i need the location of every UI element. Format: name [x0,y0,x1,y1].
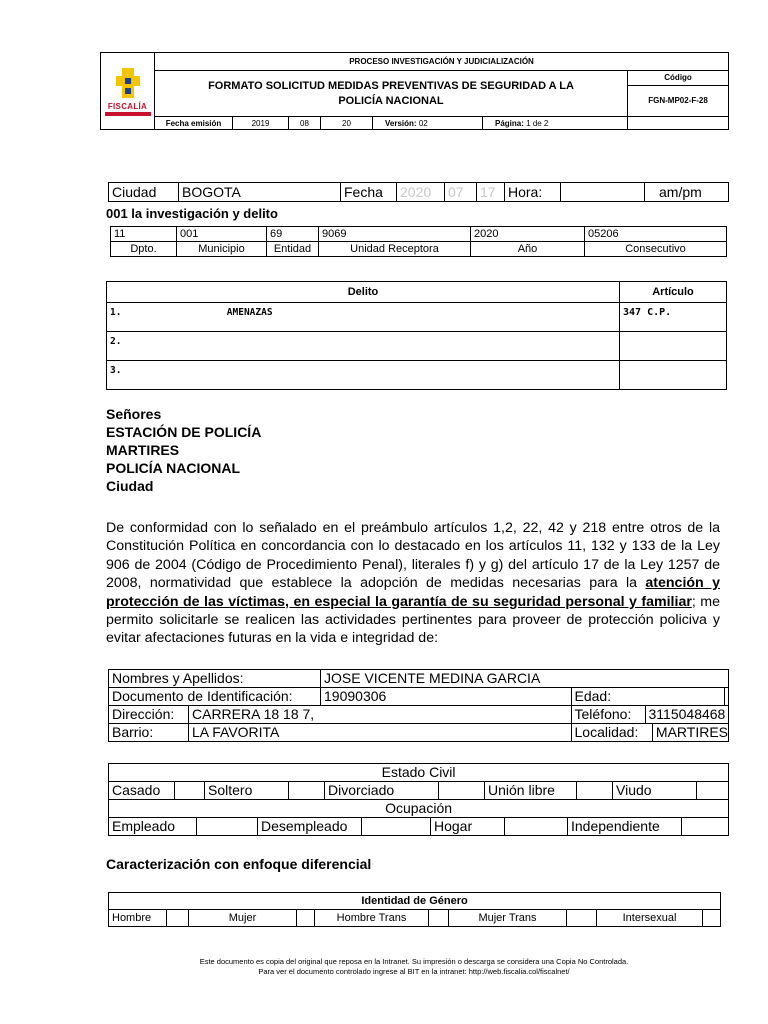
logo-text: FISCALÍA [107,102,148,111]
investigacion-table [110,226,727,257]
divorciado-label: Divorciado [325,782,439,800]
dpto-label: Dpto. [111,242,177,257]
union-libre-checkbox[interactable] [577,782,613,800]
paragraph-text-2: ; me permito solicitarle se realicen las actividades pertinentes para proveer de protección policiva y evitar afectaciones futuras en la vida e integridad de: [106,593,720,647]
casado-label: Casado [109,782,175,800]
unidad-receptora-label: Unidad Receptora [319,242,471,257]
delito-row-2[interactable] [107,332,620,361]
addressee-station: ESTACIÓN DE POLICÍA [106,424,262,440]
empleado-label: Empleado [112,818,176,834]
form-title-line2: POLICÍA NACIONAL [338,94,444,107]
barrio-field[interactable]: LA FAVORITA [189,724,571,742]
casado-checkbox[interactable] [175,782,205,800]
entidad-label: Entidad [267,242,319,257]
consecutivo-label: Consecutivo [585,242,727,257]
paragraph-text-1: De conformidad con lo señalado en el preámbulo artículos 1,2, 22, 42 y 218 entre otros de la Constitución Política en concordancia con lo destacado en los artículos 11, 132 y 133 de la Ley 906 de 2004 (Código de Procedimiento Penal), literales f) y g) del artículo 17 de la Ley 1257 de 2008, normatividad que establece la adopción de medidas necesarias para la [106,520,720,592]
mujer-label: Mujer [189,910,297,927]
hora-label: Hora: [505,183,561,202]
mujer-trans-label: Mujer Trans [449,910,567,927]
mujer-trans-checkbox[interactable] [567,910,597,927]
mujer-checkbox[interactable] [297,910,315,927]
empleado-checkbox[interactable] [196,818,257,835]
delito-header: Delito [107,282,620,303]
delito-row-3[interactable] [107,361,620,390]
anio-field[interactable]: 2020 [471,227,585,242]
person-table [108,669,729,742]
emision-day: 20 [321,117,373,130]
hombre-trans-checkbox[interactable] [429,910,449,927]
articulo-row-2[interactable] [620,332,727,361]
form-title [155,71,628,117]
municipio-label: Municipio [177,242,267,257]
delito-table [106,281,727,390]
fiscalia-logo-icon [113,66,143,100]
city-date-row [108,182,729,202]
nombres-field[interactable]: JOSE VICENTE MEDINA GARCIA [321,670,729,688]
direccion-field[interactable]: CARRERA 18 18 7, [189,706,571,724]
fecha-month-field[interactable]: 07 [445,183,477,202]
ampm-label: am/pm [645,183,729,202]
version-value: 02 [418,118,428,128]
header-empty-cell [628,117,729,130]
edad-label: Edad: [571,688,725,705]
footer-line-2: Para ver el documento controlado ingrese al BIT en la intranet: http://web.fiscalia.col/fiscalnet/ [258,967,570,976]
independiente-checkbox[interactable] [681,818,728,835]
delito-row-1-name: AMENAZAS [226,307,273,318]
telefono-field[interactable]: 3115048468 [645,706,729,723]
logo-subtext-bar [105,112,151,116]
estado-civil-header: Estado Civil [109,764,729,782]
addressee-institution: POLICÍA NACIONAL [106,460,241,476]
soltero-checkbox[interactable] [289,782,325,800]
identidad-genero-header: Identidad de Género [109,893,721,910]
localidad-field[interactable]: MARTIRES [652,724,728,741]
desempleado-checkbox[interactable] [361,818,430,835]
union-libre-label: Unión libre [485,782,577,800]
hombre-trans-label: Hombre Trans [315,910,429,927]
dpto-field[interactable]: 11 [111,227,177,242]
viudo-checkbox[interactable] [697,782,729,800]
civil-state-table [108,763,729,836]
codigo-label: Código [628,71,728,86]
version-label: Versión: [385,118,417,128]
codigo-cell [628,71,729,117]
addressee-salutation: Señores [106,406,162,422]
caracterizacion-heading: Caracterización con enfoque diferencial [106,856,372,872]
articulo-row-3[interactable] [620,361,727,390]
hogar-checkbox[interactable] [504,818,567,835]
codigo-value: FGN-MP02-F-28 [648,96,708,105]
entidad-field[interactable]: 69 [267,227,319,242]
fecha-emision-label: Fecha emisión [155,117,233,130]
direccion-label: Dirección: [109,706,189,724]
articulo-row-1[interactable]: 347 C.P. [620,303,727,332]
ciudad-label: Ciudad [109,183,179,202]
addressee-city: Ciudad [106,478,154,494]
intersexual-checkbox[interactable] [703,910,721,927]
emision-month: 08 [289,117,321,130]
process-title: PROCESO INVESTIGACIÓN Y JUDICIALIZACIÓN [155,53,729,71]
pagina-value: 1 de 2 [526,118,549,128]
ocupacion-header: Ocupación [109,800,729,818]
delito-row-3-num: 3. [110,365,122,376]
gender-identity-table [108,892,721,927]
delito-row-1-num: 1. [110,307,122,318]
municipio-field[interactable]: 001 [177,227,267,242]
delito-row-2-num: 2. [110,336,122,347]
desempleado-label: Desempleado [257,818,361,835]
documento-field[interactable]: 19090306 [321,688,571,706]
consecutivo-field[interactable]: 05206 [585,227,727,242]
request-paragraph [106,519,720,648]
addressee-name: MARTIRES [106,442,180,458]
form-title-line1: FORMATO SOLICITUD MEDIDAS PREVENTIVAS DE SEGURIDAD A LA [208,79,574,92]
hora-field[interactable] [561,183,645,202]
footer-line-1: Este documento es copia del original que reposa en la Intranet. Su impresión o descarga se considera una Copia No Controlada. [199,957,629,966]
investigacion-heading: 001 la investigación y delito [106,206,278,221]
emision-year: 2019 [233,117,289,130]
viudo-label: Viudo [613,782,697,800]
pagina-label: Página: [495,118,524,128]
telefono-label: Teléfono: [571,706,645,723]
pagina-cell [483,117,628,130]
paragraph-emphasis: atención y protección de las víctimas, en especial la garantía de su seguridad personal y familiar [106,575,720,610]
independiente-label: Independiente [567,818,681,835]
anio-label: Año [471,242,585,257]
soltero-label: Soltero [205,782,289,800]
divorciado-checkbox[interactable] [439,782,485,800]
addressee-block [106,405,261,495]
version-cell [373,117,483,130]
fecha-day-field[interactable]: 17 [477,183,505,202]
barrio-label: Barrio: [109,724,189,742]
articulo-header: Artículo [620,282,727,303]
delito-row-1[interactable] [107,303,620,332]
documento-label: Documento de Identificación: [109,688,321,706]
hombre-checkbox[interactable] [167,910,189,927]
logo-cell [101,53,155,130]
document-header [100,52,729,130]
footer-note [30,957,768,977]
ciudad-field[interactable]: BOGOTA [179,183,341,202]
unidad-receptora-field[interactable]: 9069 [319,227,471,242]
intersexual-label: Intersexual [597,910,703,927]
hombre-label: Hombre [109,910,167,927]
fecha-label: Fecha [341,183,397,202]
fecha-year-field[interactable]: 2020 [397,183,445,202]
localidad-label: Localidad: [571,724,652,741]
hogar-label: Hogar [430,818,504,835]
edad-field[interactable] [724,688,728,705]
nombres-label: Nombres y Apellidos: [109,670,321,688]
